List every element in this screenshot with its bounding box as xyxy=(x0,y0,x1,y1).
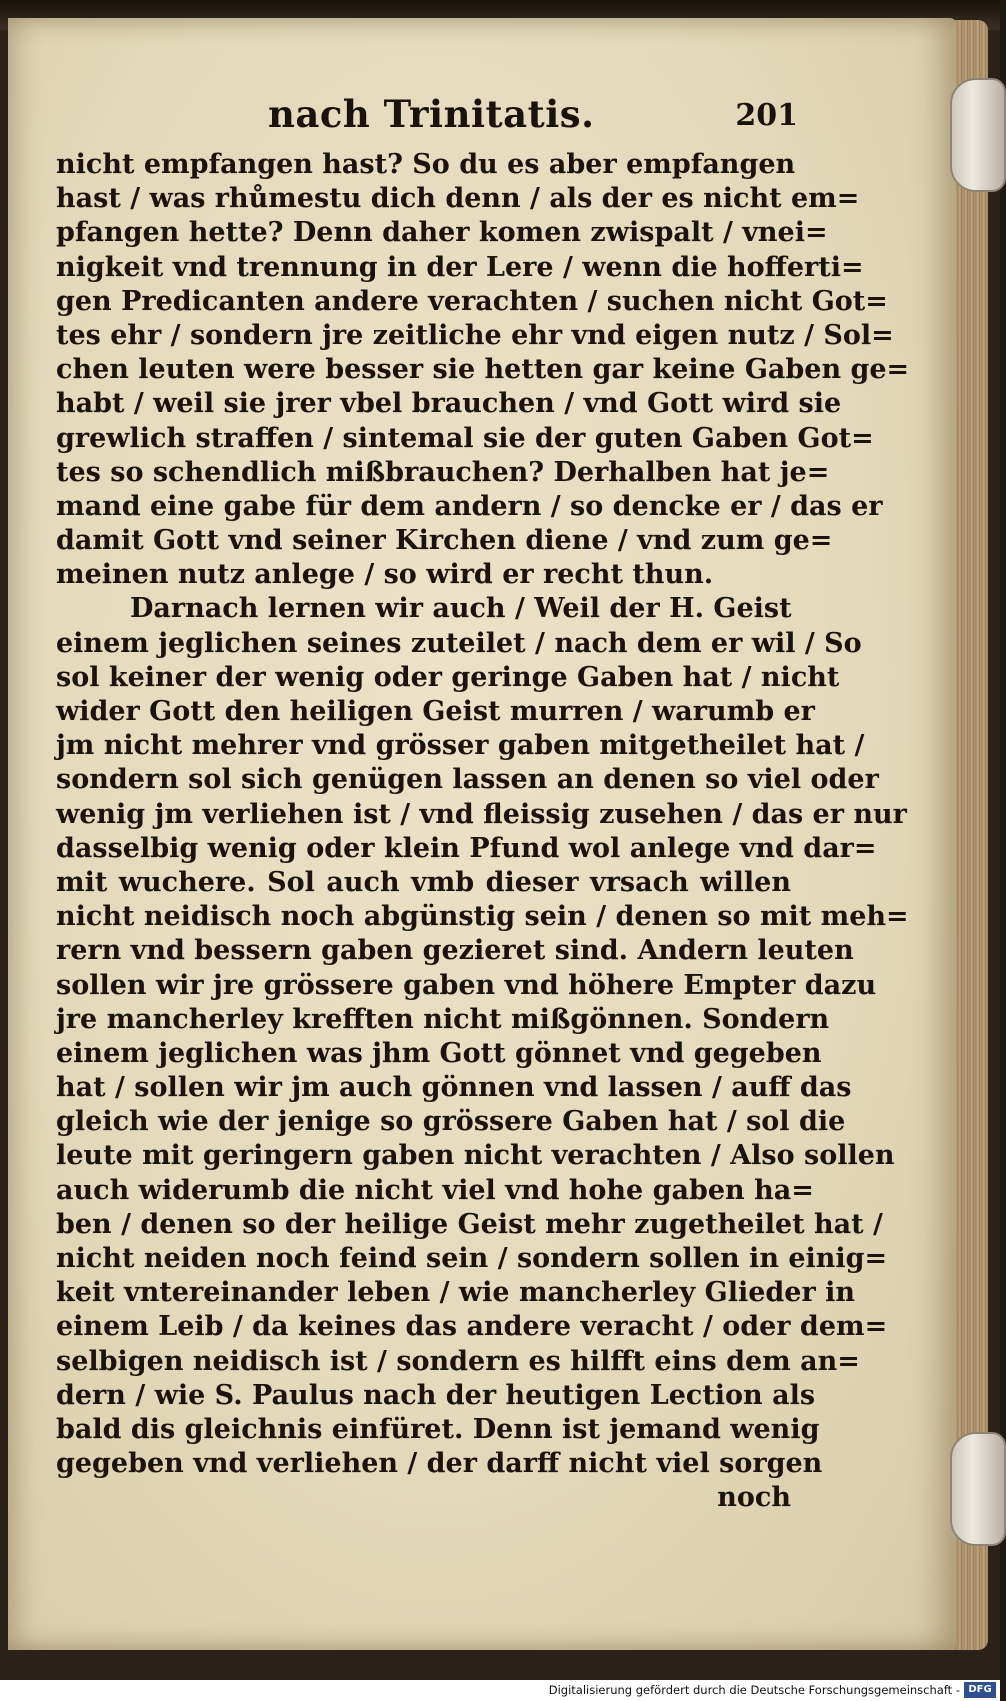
text-line: grewlich straffen / sintemal sie der guten Gaben Got= xyxy=(56,422,874,454)
catchword: noch xyxy=(717,1482,791,1514)
running-head: nach Trinitatis. xyxy=(268,92,595,136)
text-line: selbigen neidisch ist / sondern es hilfft eins dem an= xyxy=(56,1345,860,1377)
text-line: dasselbig wenig oder klein Pfund wol anlege vnd dar= xyxy=(56,832,877,864)
text-line: nigkeit vnd trennung in der Lere / wenn die hofferti= xyxy=(56,251,864,283)
text-line: sondern sol sich genügen lassen an denen so viel oder xyxy=(56,764,879,796)
text-line: gleich wie der jenige so grössere Gaben hat / sol die xyxy=(56,1106,846,1138)
text-line: gegeben vnd verliehen / der darff nicht viel sorgen xyxy=(56,1448,823,1480)
text-line: tes ehr / sondern jre zeitliche ehr vnd eigen nutz / Sol= xyxy=(56,319,894,351)
clasp-tab-bottom xyxy=(950,1432,1006,1546)
text-line: jre mancherley krefften nicht mißgönnen. Sondern xyxy=(56,1003,830,1035)
page-header xyxy=(268,92,798,142)
text-line: einem Leib / da keines das andere veracht / oder dem= xyxy=(56,1311,888,1343)
text-line: Darnach lernen wir auch / Weil der H. Geist xyxy=(130,593,792,625)
dfg-logo: DFG xyxy=(964,1682,996,1698)
text-line: dern / wie S. Paulus nach der heutigen Lection als xyxy=(56,1379,816,1411)
clasp-tab-top xyxy=(950,78,1006,192)
text-line: tes so schendlich mißbrauchen? Derhalben hat je= xyxy=(56,456,830,488)
text-line: damit Gott vnd seiner Kirchen diene / vnd zum ge= xyxy=(56,525,833,557)
text-line: nicht neidisch noch abgünstig sein / denen so mit meh= xyxy=(56,901,909,933)
text-line: mand eine gabe für dem andern / so dencke er / das er xyxy=(56,490,883,522)
text-line: einem jeglichen was jhm Gott gönnet vnd gegeben xyxy=(56,1037,822,1069)
text-line: keit vntereinander leben / wie mancherley Glieder in xyxy=(56,1277,855,1309)
page-number: 201 xyxy=(735,98,798,133)
text-line: chen leuten were besser sie hetten gar keine Gaben ge= xyxy=(56,354,910,386)
text-line: habt / weil sie jrer vbel brauchen / vnd Gott wird sie xyxy=(56,388,842,420)
text-line: hast / was rhůmestu dich denn / als der es nicht em= xyxy=(56,183,860,215)
text-line: pfangen hette? Denn daher komen zwispalt / vnei= xyxy=(56,217,828,249)
text-line: sol keiner der wenig oder geringe Gaben hat / nicht xyxy=(56,661,840,693)
text-line: sollen wir jre grössere gaben vnd höhere Empter dazu xyxy=(56,969,877,1001)
text-line: wenig jm verliehen ist / vnd fleissig zusehen / das er nur xyxy=(56,798,907,830)
text-line: bald dis gleichnis einfüret. Denn ist jemand wenig xyxy=(56,1413,820,1445)
text-line: mit wuchere. Sol auch vmb dieser vrsach willen xyxy=(56,866,791,898)
text-line: meinen nutz anlege / so wird er recht thun. xyxy=(56,559,714,591)
text-line: hat / sollen wir jm auch gönnen vnd lassen / auff das xyxy=(56,1072,852,1104)
text-line: wider Gott den heiligen Geist murren / warumb er xyxy=(56,696,815,727)
text-line: nicht empfangen hast? So du es aber empfangen xyxy=(56,149,796,180)
footer-bar xyxy=(0,1680,1000,1701)
text-line: rern vnd bessern gaben gezieret sind. Andern leuten xyxy=(56,935,854,967)
text-line: auch widerumb die nicht viel vnd hohe gaben ha= xyxy=(56,1174,814,1206)
text-line: nicht neiden noch feind sein / sondern sollen in einig= xyxy=(56,1243,888,1274)
body-text xyxy=(56,148,910,1516)
text-line: einem jeglichen seines zuteilet / nach dem er wil / So xyxy=(56,627,862,659)
footer-credit: Digitalisierung gefördert durch die Deutsche Forschungsgemeinschaft - xyxy=(548,1683,960,1697)
text-line: leute mit geringern gaben nicht verachten / Also sollen xyxy=(56,1140,895,1172)
text-line: ben / denen so der heilige Geist mehr zugetheilet hat / xyxy=(56,1208,883,1240)
text-line: gen Predicanten andere verachten / suchen nicht Got= xyxy=(56,285,888,317)
text-line: jm nicht mehrer vnd grösser gaben mitgetheilet hat / xyxy=(56,730,865,762)
